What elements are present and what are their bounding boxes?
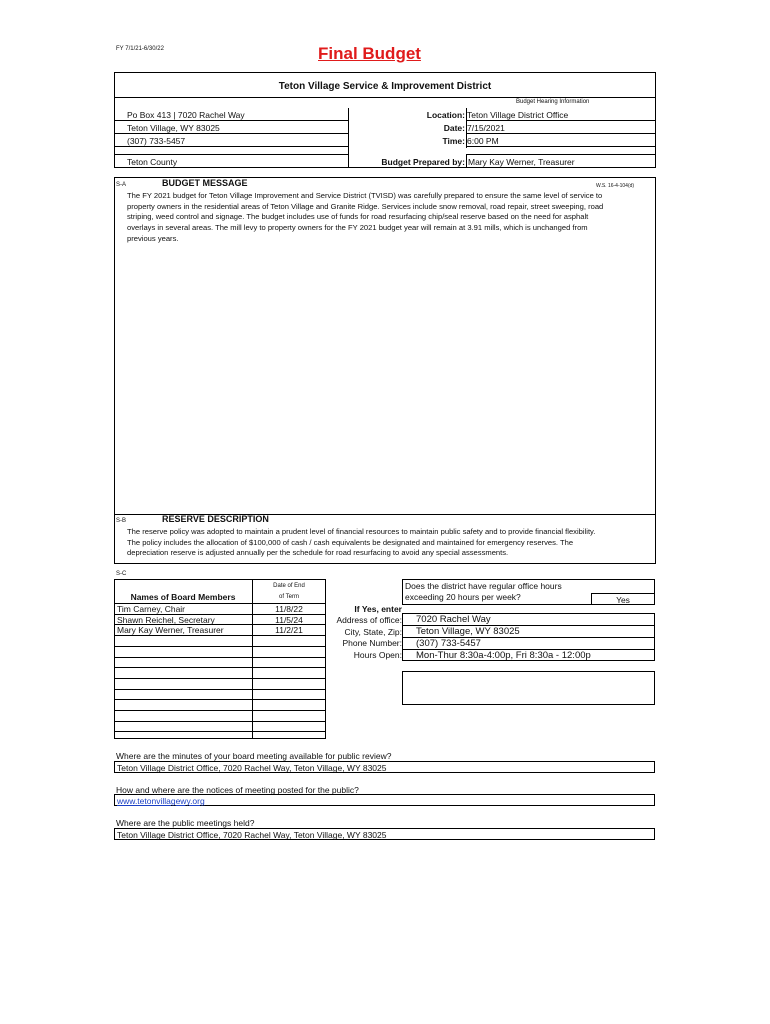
page-title: Final Budget [318,44,421,63]
district-county: Teton County [127,157,178,167]
board-code: S-C [116,571,127,577]
board-col-date-line2: of Term [279,594,299,600]
board-row-divider [114,731,326,732]
location-label: Location: [426,110,465,120]
meetings-question: Where are the public meetings held? [116,818,255,828]
meetings-answer: Teton Village District Office, 7020 Rachel Way, Teton Village, WY 83025 [117,830,387,840]
office-address-label: Address of office: [336,615,402,625]
board-row-divider [114,689,326,690]
prepared-by-label: Budget Prepared by: [381,157,465,167]
board-row-divider [114,646,326,647]
board-row-divider [114,667,326,668]
reserve-heading: RESERVE DESCRIPTION [162,514,269,524]
office-phone-value[interactable]: (307) 733-5457 [416,638,481,649]
minutes-question: Where are the minutes of your board meeting available for public review? [116,751,392,761]
meetings-answer-box[interactable] [114,828,655,840]
board-member-term: 11/5/24 [275,614,303,625]
minutes-answer: Teton Village District Office, 7020 Rachel Way, Teton Village, WY 83025 [117,763,387,773]
office-hours-label: Hours Open: [353,650,402,660]
board-row-divider [114,678,326,679]
office-city-label: City, State, Zip: [344,627,402,637]
date-label: Date: [443,123,465,133]
district-name: Teton Village Service & Improvement District [278,81,492,92]
board-member-name: Mary Kay Werner, Treasurer [117,625,224,636]
location-value: Teton Village District Office [467,110,569,120]
office-hours-answer: Yes [616,595,630,605]
office-city-value[interactable]: Teton Village, WY 83025 [416,626,520,637]
budget-message-heading: BUDGET MESSAGE [162,178,248,188]
time-value: 6:00 PM [467,136,499,146]
board-col-names: Names of Board Members [130,592,236,602]
prepared-by-value: Mary Kay Werner, Treasurer [468,157,575,167]
board-row-divider [114,710,326,711]
time-label: Time: [442,136,465,146]
board-member-term: 11/8/22 [275,604,303,614]
budget-message-code: S-A [116,182,127,188]
date-value: 7/15/2021 [467,123,505,133]
fiscal-year: FY 7/1/21-6/30/22 [116,46,164,52]
office-address-value[interactable]: 7020 Rachel Way [416,614,491,625]
office-question-line1: Does the district have regular office hours [405,581,562,591]
if-yes-label: If Yes, enter [354,604,402,614]
budget-message-statute: W.S. 16-4-104(d) [596,183,635,189]
board-row-divider [114,721,326,722]
office-notes-box[interactable] [402,671,655,705]
reserve-text: The reserve policy was adopted to maintain a prudent level of financial resources to maintain public safety and to provide financial flexibility. The policy includes the allocation of $100,000 of cash / cash equivalents be designated and maintained for emergency reserves. The depreciation reserve is adjusted annually per the schedule for road resurfacing to avoid any special assessments. [127,527,596,558]
board-member-name: Tim Carney, Chair [117,604,186,614]
district-address-line1: Po Box 413 | 7020 Rachel Way [127,110,245,120]
notices-answer-link[interactable]: www.tetonvillagewy.org [117,796,205,806]
board-row-divider [114,657,326,658]
board-member-term: 11/2/21 [275,625,303,636]
board-col-date-line1: Date of End [273,583,305,589]
board-member-name: Shawn Reichel, Secretary [117,614,215,625]
office-phone-label: Phone Number: [342,638,402,648]
district-phone: (307) 733-5457 [127,136,186,146]
notices-answer-box[interactable] [114,794,655,806]
board-row-divider [114,699,326,700]
office-question-line2: exceeding 20 hours per week? [405,592,521,602]
reserve-code: S-B [116,518,127,524]
office-hours-value[interactable]: Mon-Thur 8:30a-4:00p, Fri 8:30a - 12:00p [416,650,591,661]
budget-message-text: The FY 2021 budget for Teton Village Improvement and Service District (TVISD) was carefully prepared to ensure the same level of service to property owners in the residential areas of Teton Village and Granite Ridge. Services include snow removal, road repair, street sweeping, road striping, weed control and signage. The budget includes use of funds for road resurfacing chip/seal reserve based on the need for asphalt overlays in several areas. The mill levy to property owners for the FY 2021 budget year will remain at 3.91 mills, which is unchanged from previous years. [127,191,604,243]
district-address-line2: Teton Village, WY 83025 [127,123,220,133]
office-hours-answer-box[interactable] [591,593,655,605]
minutes-answer-box[interactable] [114,761,655,773]
hearing-heading: Budget Hearing Information [516,99,590,105]
notices-question: How and where are the notices of meeting posted for the public? [116,785,359,795]
